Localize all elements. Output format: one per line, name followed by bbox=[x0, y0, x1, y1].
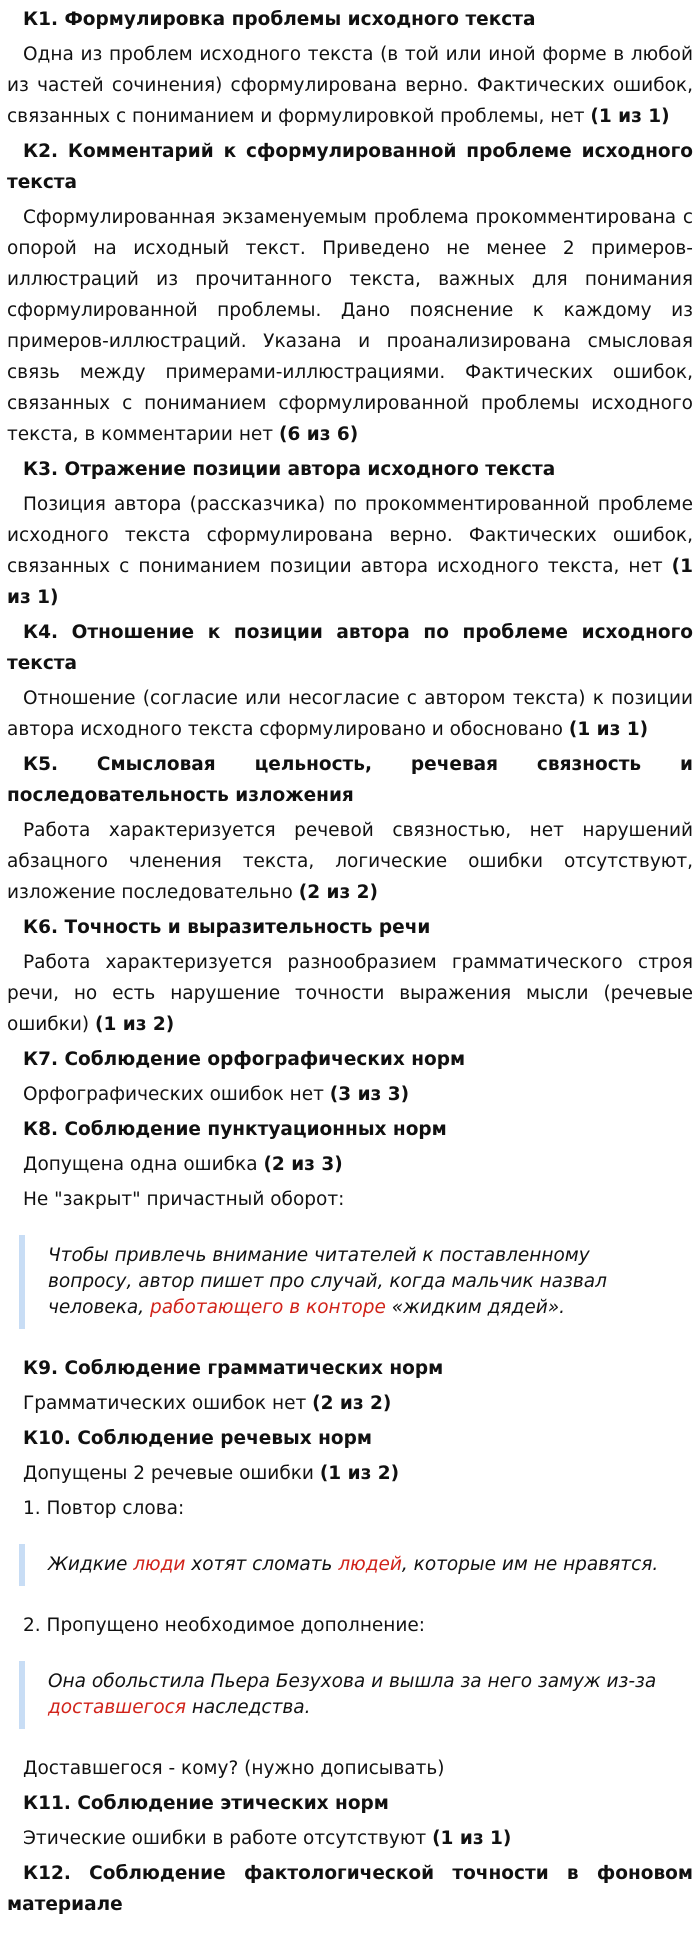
k10-quote2-highlight: доставшегося bbox=[48, 1697, 186, 1718]
k2-comment bbox=[7, 202, 693, 450]
k11-heading: К11. Соблюдение этических норм bbox=[23, 1793, 389, 1814]
k2-heading: К2. Комментарий к сформулированной проблеме исходного текста bbox=[7, 141, 693, 193]
k8-quote-block bbox=[19, 1235, 693, 1329]
k8-quote-text-after: «жидким дядей». bbox=[385, 1297, 566, 1318]
k7-comment bbox=[7, 1079, 693, 1110]
k10-quote1-highlight2: людей bbox=[338, 1554, 402, 1575]
k8-score: (2 из 3) bbox=[263, 1154, 343, 1175]
k10-quote-block-1 bbox=[19, 1544, 693, 1586]
k11-comment bbox=[7, 1823, 693, 1854]
k8-quote-highlight: работающего в конторе bbox=[150, 1297, 386, 1318]
k10-quote2-text-after: наследства. bbox=[185, 1697, 311, 1718]
k10-comment bbox=[7, 1458, 693, 1489]
k8-quote-text-before: Чтобы привлечь внимание читателей к поставленному вопросу, автор пишет про случай, когда мальчик назвал человека, bbox=[48, 1245, 607, 1318]
k10-explanation: Доставшегося - кому? (нужно дописывать) bbox=[23, 1758, 445, 1779]
k5-heading: К5. Смысловая цельность, речевая связность и последовательность изложения bbox=[7, 754, 693, 806]
k10-quote1-part3: , которые им не нравятся. bbox=[401, 1554, 659, 1575]
k8-note: Не "закрыт" причастный оборот: bbox=[23, 1189, 345, 1210]
k1-text: Одна из проблем исходного текста (в той или иной форме в любой из частей сочинения) сформулирована верно. Фактических ошибок, связанных с пониманием и формулировкой проблемы, нет bbox=[7, 44, 693, 127]
k2-text: Сформулированная экзаменуемым проблема прокомментирована с опорой на исходный текст. Приведено не менее 2 примеров-иллюстраций из прочитанного текста, важных для понимания сформулированной проблемы. Дано пояснение к каждому из примеров-иллюстраций. Указана и проанализирована смысловая связь между примерами-иллюстрациями. Фактических ошибок, связанных с пониманием сформулированной проблемы исходного текста, в комментарии нет bbox=[7, 207, 693, 445]
k11-score: (1 из 1) bbox=[432, 1828, 512, 1849]
k7-score: (3 из 3) bbox=[329, 1084, 410, 1105]
k3-heading: К3. Отражение позиции автора исходного текста bbox=[23, 459, 556, 480]
k7-text: Орфографических ошибок нет bbox=[23, 1084, 324, 1105]
k9-score: (2 из 2) bbox=[312, 1393, 392, 1414]
k10-item-2: 2. Пропущено необходимое дополнение: bbox=[23, 1615, 426, 1636]
k10-item-1: 1. Повтор слова: bbox=[23, 1498, 185, 1519]
k10-quote1-part1: Жидкие bbox=[48, 1554, 134, 1575]
k6-score: (1 из 2) bbox=[94, 1014, 175, 1035]
k6-text: Работа характеризуется разнообразием грамматического строя речи, но есть нарушение точности выражения мысли (речевые ошибки) bbox=[7, 952, 693, 1035]
k10-heading: К10. Соблюдение речевых норм bbox=[23, 1428, 372, 1449]
k1-score: (1 из 1) bbox=[590, 106, 670, 127]
k9-comment bbox=[7, 1388, 693, 1419]
k8-heading: К8. Соблюдение пунктуационных норм bbox=[23, 1119, 447, 1140]
k5-score: (2 из 2) bbox=[298, 882, 379, 903]
k8-text: Допущена одна ошибка bbox=[23, 1154, 258, 1175]
k8-comment bbox=[7, 1149, 693, 1180]
k10-quote1-part2: хотят сломать bbox=[185, 1554, 339, 1575]
k7-heading: К7. Соблюдение орфографических норм bbox=[23, 1049, 466, 1070]
k10-score: (1 из 2) bbox=[319, 1463, 400, 1484]
k9-text: Грамматических ошибок нет bbox=[23, 1393, 307, 1414]
k3-comment bbox=[7, 489, 693, 613]
k9-heading: К9. Соблюдение грамматических норм bbox=[23, 1358, 444, 1379]
k5-comment bbox=[7, 815, 693, 908]
k10-text: Допущены 2 речевые ошибки bbox=[23, 1463, 314, 1484]
k4-text: Отношение (согласие или несогласие с автором текста) к позиции автора исходного текста сформулировано и обосновано bbox=[7, 688, 693, 740]
k10-quote-block-2 bbox=[19, 1661, 693, 1729]
k6-comment bbox=[7, 947, 693, 1040]
k6-heading: К6. Точность и выразительность речи bbox=[23, 917, 431, 938]
k5-text: Работа характеризуется речевой связностью, нет нарушений абзацного членения текста, логические ошибки отсутствуют, изложение последовательно bbox=[7, 820, 693, 903]
k4-score: (1 из 1) bbox=[568, 719, 649, 740]
k11-text: Этические ошибки в работе отсутствуют bbox=[23, 1828, 427, 1849]
k2-score: (6 из 6) bbox=[278, 424, 359, 445]
k3-score: (1 из 1) bbox=[7, 556, 693, 608]
assessment-document bbox=[0, 4, 700, 1920]
k1-heading: К1. Формулировка проблемы исходного текста bbox=[23, 9, 536, 30]
k4-heading: К4. Отношение к позиции автора по проблеме исходного текста bbox=[7, 622, 693, 674]
k12-heading: К12. Соблюдение фактологической точности в фоновом материале bbox=[7, 1863, 693, 1915]
k10-quote1-highlight1: люди bbox=[133, 1554, 186, 1575]
k10-quote2-text-before: Она обольстила Пьера Безухова и вышла за него замуж из-за bbox=[48, 1671, 657, 1692]
k4-comment bbox=[7, 683, 693, 745]
k3-text: Позиция автора (рассказчика) по прокомментированной проблеме исходного текста сформулирована верно. Фактических ошибок, связанных с пониманием позиции автора исходного текста, нет bbox=[7, 494, 693, 577]
k1-comment bbox=[7, 39, 693, 132]
